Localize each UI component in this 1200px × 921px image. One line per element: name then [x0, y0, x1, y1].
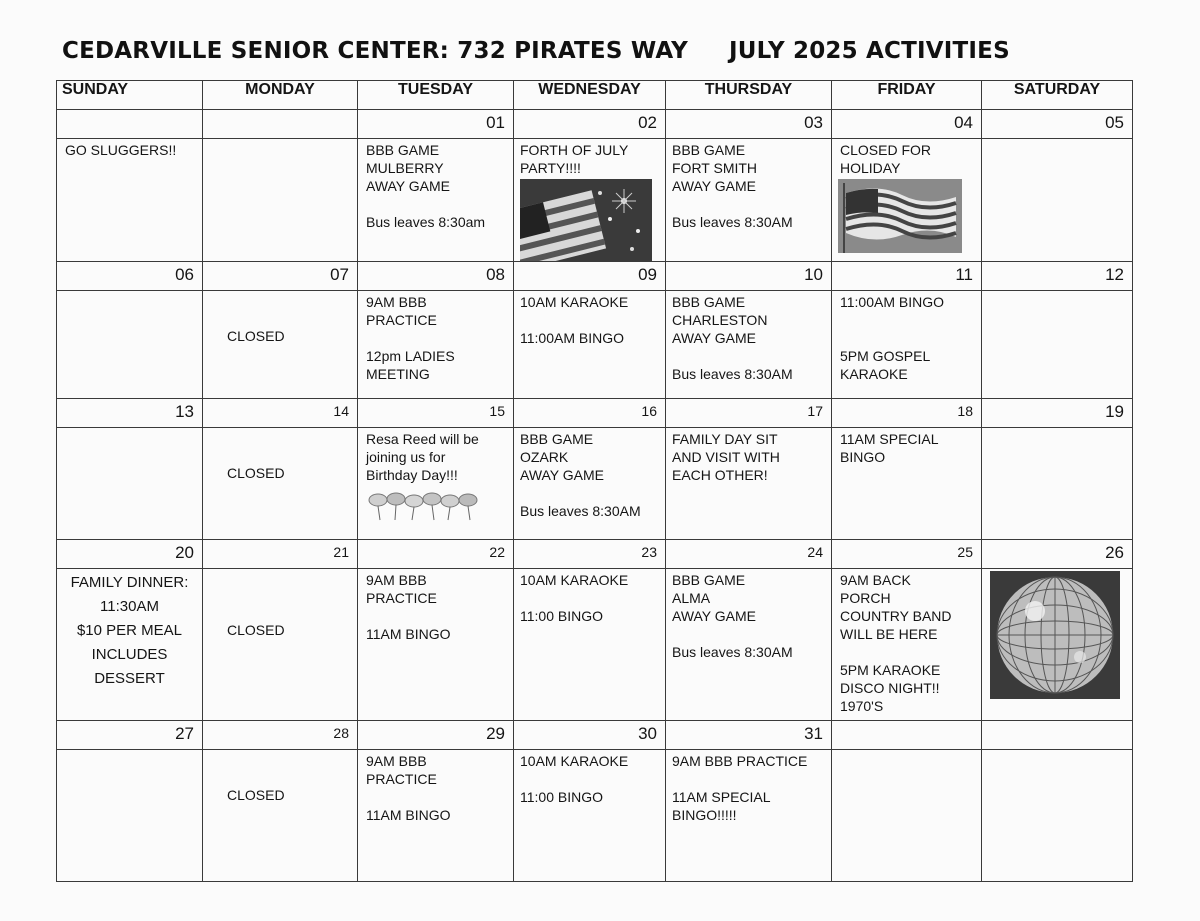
day-header-monday: MONDAY: [203, 81, 358, 110]
event-cell: [982, 569, 1133, 721]
event-cell: [203, 428, 358, 540]
event-cell: [358, 569, 514, 721]
date-number: 01: [486, 113, 505, 132]
event-cell: [514, 291, 666, 399]
date-number: 08: [486, 265, 505, 284]
date-cell: [982, 110, 1133, 139]
event-line: CLOSED FOR: [840, 142, 932, 158]
event-cell: [57, 428, 203, 540]
event-line: OZARK: [520, 449, 569, 465]
event-line: AWAY GAME: [672, 330, 757, 346]
disco-ball-image: [990, 571, 1120, 703]
date-number: 03: [804, 113, 823, 132]
event-cell: [57, 291, 203, 399]
date-cell: [832, 399, 982, 428]
day-header-saturday: SATURDAY: [982, 81, 1133, 110]
date-cell: [203, 262, 358, 291]
event-line: Bus leaves 8:30AM: [520, 503, 641, 519]
event-line: BBB GAME: [672, 142, 746, 158]
event-line: BBB GAME: [366, 142, 440, 158]
event-line: FORTH OF JULY: [520, 142, 629, 158]
event-cell: [982, 291, 1133, 399]
date-number: 26: [1105, 543, 1124, 562]
date-cell: [982, 540, 1133, 569]
date-number: 23: [641, 544, 657, 560]
event-cell: [666, 291, 832, 399]
event-line: 11AM SPECIAL: [840, 431, 939, 447]
date-cell: [666, 399, 832, 428]
date-number: 21: [333, 544, 349, 560]
date-number: 24: [807, 544, 823, 560]
date-number: 22: [489, 544, 505, 560]
date-number: 30: [638, 724, 657, 743]
event-line: WILL BE HERE: [840, 626, 938, 642]
day-header-friday: FRIDAY: [832, 81, 982, 110]
event-cell: [982, 750, 1133, 882]
date-number: 19: [1105, 402, 1124, 421]
event-cell: [203, 569, 358, 721]
event-line: BBB GAME: [520, 431, 594, 447]
date-cell: [57, 540, 203, 569]
event-line: AND VISIT WITH: [672, 449, 780, 465]
event-cell: [514, 569, 666, 721]
date-cell: [832, 721, 982, 750]
event-cell: [57, 569, 203, 721]
event-line: PRACTICE: [366, 312, 437, 328]
event-line: AWAY GAME: [366, 178, 451, 194]
event-cell: [514, 139, 666, 262]
date-number: 20: [175, 543, 194, 562]
event-line: KARAOKE: [840, 366, 908, 382]
event-line: 10AM KARAOKE: [520, 572, 629, 588]
date-number: 02: [638, 113, 657, 132]
event-line: INCLUDES: [91, 646, 168, 663]
date-number: 09: [638, 265, 657, 284]
event-line: 11:30AM: [100, 598, 159, 615]
date-cell: [57, 262, 203, 291]
event-line: 11:00AM BINGO: [520, 330, 625, 346]
date-cell: [666, 262, 832, 291]
event-cell: [358, 291, 514, 399]
page-title: CEDARVILLE SENIOR CENTER: 732 PIRATES WAY JULY 2025 ACTIVITIES: [62, 38, 1010, 64]
event-cell: [57, 750, 203, 882]
event-line: PRACTICE: [366, 771, 437, 787]
date-number: 25: [957, 544, 973, 560]
day-header-sunday: SUNDAY: [57, 81, 203, 110]
date-cell: [358, 540, 514, 569]
date-cell: [57, 399, 203, 428]
event-line: Bus leaves 8:30AM: [672, 366, 793, 382]
event-line: 11:00 BINGO: [520, 608, 604, 624]
day-header-wednesday: WEDNESDAY: [514, 81, 666, 110]
date-number: 15: [489, 403, 505, 419]
closed-label: CLOSED: [227, 787, 285, 803]
event-cell: [57, 139, 203, 262]
date-number: 13: [175, 402, 194, 421]
date-cell: [203, 540, 358, 569]
date-number: 11: [955, 265, 973, 284]
date-cell: [57, 721, 203, 750]
event-line: BBB GAME: [672, 572, 746, 588]
family-dinner-note: [57, 569, 202, 691]
date-cell: [666, 721, 832, 750]
date-cell: [666, 110, 832, 139]
date-number: 05: [1105, 113, 1124, 132]
date-number: 04: [954, 113, 973, 132]
event-line: BBB GAME: [672, 294, 746, 310]
event-cell: [832, 291, 982, 399]
event-line: 5PM KARAOKE: [840, 662, 941, 678]
event-line: 12pm LADIES: [366, 348, 455, 364]
date-number: 31: [804, 724, 823, 743]
date-number: 06: [175, 265, 194, 284]
date-number: 28: [333, 725, 349, 741]
date-cell: [514, 540, 666, 569]
event-line: 11:00AM BINGO: [840, 294, 945, 310]
event-cell: [203, 750, 358, 882]
event-line: Bus leaves 8:30AM: [672, 214, 793, 230]
date-cell: [203, 399, 358, 428]
balloons-clipart: [366, 492, 513, 526]
event-line: EACH OTHER!: [672, 467, 768, 483]
fireworks-flag-photo: [520, 179, 652, 261]
event-line: FAMILY DAY SIT: [672, 431, 778, 447]
date-number: 12: [1105, 265, 1124, 284]
date-cell: [57, 110, 203, 139]
date-cell: [666, 540, 832, 569]
event-line: 11:00 BINGO: [520, 789, 604, 805]
closed-label: CLOSED: [227, 465, 285, 481]
event-cell: [203, 139, 358, 262]
event-line: ALMA: [672, 590, 711, 606]
date-number: 14: [333, 403, 349, 419]
date-cell: [832, 110, 982, 139]
event-line: AWAY GAME: [672, 608, 757, 624]
date-cell: [514, 110, 666, 139]
event-line: AWAY GAME: [520, 467, 605, 483]
date-number: 27: [175, 724, 194, 743]
event-line: GO SLUGGERS!!: [65, 142, 177, 158]
event-cell: [358, 139, 514, 262]
date-cell: [358, 399, 514, 428]
event-cell: [982, 139, 1133, 262]
event-cell: [666, 569, 832, 721]
date-number: 16: [641, 403, 657, 419]
event-line: MEETING: [366, 366, 430, 382]
event-cell: [358, 750, 514, 882]
closed-label: CLOSED: [227, 622, 285, 638]
date-cell: [832, 262, 982, 291]
date-cell: [514, 399, 666, 428]
event-line: PORCH: [840, 590, 891, 606]
event-line: BINGO!!!!!: [672, 807, 737, 823]
date-cell: [832, 540, 982, 569]
date-cell: [358, 110, 514, 139]
event-line: DESSERT: [94, 670, 165, 687]
event-line: COUNTRY BAND: [840, 608, 952, 624]
event-line: CHARLESTON: [672, 312, 768, 328]
event-cell: [982, 428, 1133, 540]
event-cell: [358, 428, 514, 540]
event-line: BINGO: [840, 449, 886, 465]
event-line: 11AM BINGO: [366, 626, 451, 642]
date-number: 07: [330, 265, 349, 284]
event-cell: [832, 750, 982, 882]
event-line: PRACTICE: [366, 590, 437, 606]
event-line: FORT SMITH: [672, 160, 758, 176]
event-cell: [203, 291, 358, 399]
date-cell: [982, 399, 1133, 428]
event-line: Bus leaves 8:30am: [366, 214, 486, 230]
event-line: DISCO NIGHT!!: [840, 680, 940, 696]
event-line: PARTY!!!!: [520, 160, 581, 176]
day-header-thursday: THURSDAY: [666, 81, 832, 110]
event-line: 9AM BACK: [840, 572, 911, 588]
date-cell: [358, 262, 514, 291]
event-line: 9AM BBB: [366, 294, 427, 310]
event-line: FAMILY DINNER:: [70, 574, 189, 591]
event-line: 10AM KARAOKE: [520, 294, 629, 310]
event-cell: [514, 428, 666, 540]
date-cell: [203, 721, 358, 750]
event-cell: [514, 750, 666, 882]
event-line: Bus leaves 8:30AM: [672, 644, 793, 660]
date-cell: [514, 262, 666, 291]
date-cell: [358, 721, 514, 750]
date-number: 18: [957, 403, 973, 419]
event-line: Resa Reed will be: [366, 431, 479, 447]
event-line: $10 PER MEAL: [76, 622, 183, 639]
event-line: HOLIDAY: [840, 160, 901, 176]
event-line: 9AM BBB: [366, 572, 427, 588]
event-line: 11AM BINGO: [366, 807, 451, 823]
date-cell: [203, 110, 358, 139]
event-line: Birthday Day!!!: [366, 467, 458, 483]
date-cell: [982, 262, 1133, 291]
event-line: 9AM BBB: [366, 753, 427, 769]
event-cell: [832, 569, 982, 721]
event-cell: [832, 139, 982, 262]
date-number: 29: [486, 724, 505, 743]
event-cell: [832, 428, 982, 540]
event-line: 10AM KARAOKE: [520, 753, 629, 769]
american-flag-photo: [838, 179, 962, 253]
date-number: 10: [804, 265, 823, 284]
closed-label: CLOSED: [227, 328, 285, 344]
day-header-tuesday: TUESDAY: [358, 81, 514, 110]
event-line: MULBERRY: [366, 160, 444, 176]
event-line: 1970'S: [840, 698, 884, 714]
event-line: AWAY GAME: [672, 178, 757, 194]
event-cell: [666, 139, 832, 262]
event-line: 9AM BBB PRACTICE: [672, 753, 808, 769]
date-cell: [514, 721, 666, 750]
event-line: 5PM GOSPEL: [840, 348, 931, 364]
event-line: joining us for: [366, 449, 446, 465]
calendar-grid: [56, 80, 1133, 882]
event-cell: [666, 428, 832, 540]
date-cell: [982, 721, 1133, 750]
date-number: 17: [807, 403, 823, 419]
event-line: 11AM SPECIAL: [672, 789, 771, 805]
event-cell: [666, 750, 832, 882]
